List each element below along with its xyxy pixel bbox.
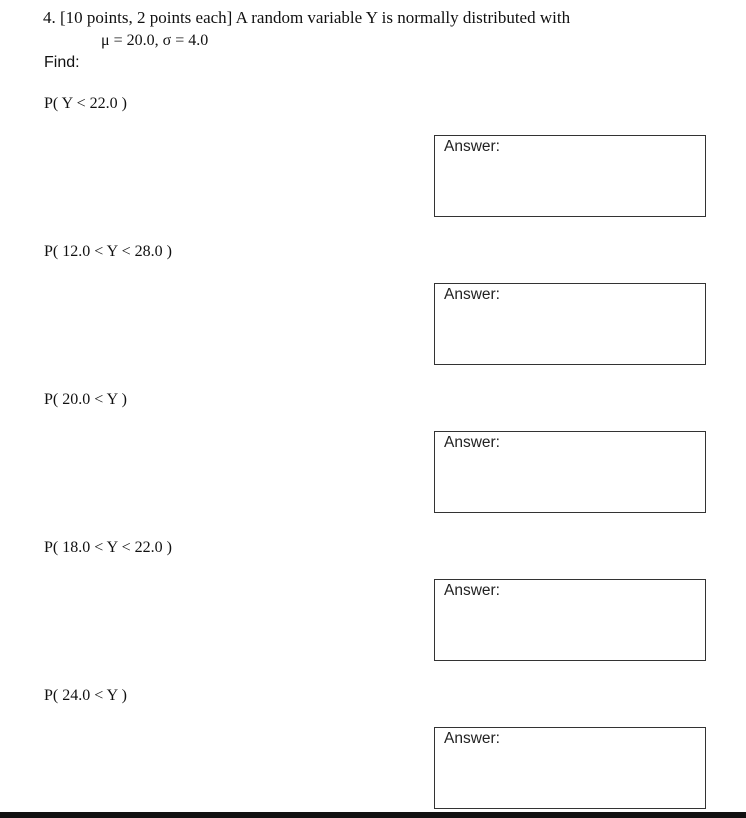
answer-label: Answer: bbox=[444, 286, 500, 303]
answer-label: Answer: bbox=[444, 582, 500, 599]
answer-label: Answer: bbox=[444, 138, 500, 155]
question-4: P( 18.0 < Y < 22.0 ) bbox=[44, 539, 172, 556]
question-5: P( 24.0 < Y ) bbox=[44, 687, 127, 704]
question-1: P( Y < 22.0 ) bbox=[44, 95, 127, 112]
answer-label: Answer: bbox=[444, 730, 500, 747]
distribution-parameters: μ = 20.0, σ = 4.0 bbox=[101, 32, 209, 49]
answer-box-2[interactable] bbox=[434, 283, 706, 365]
answer-box-3[interactable] bbox=[434, 431, 706, 513]
answer-box-1[interactable] bbox=[434, 135, 706, 217]
answer-box-4[interactable] bbox=[434, 579, 706, 661]
answer-box-5[interactable] bbox=[434, 727, 706, 809]
page-bottom-border bbox=[0, 812, 746, 818]
question-3: P( 20.0 < Y ) bbox=[44, 391, 127, 408]
question-2: P( 12.0 < Y < 28.0 ) bbox=[44, 243, 172, 260]
problem-title: 4. [10 points, 2 points each] A random variable Y is normally distributed with bbox=[43, 8, 571, 27]
find-label: Find: bbox=[44, 54, 80, 71]
answer-label: Answer: bbox=[444, 434, 500, 451]
